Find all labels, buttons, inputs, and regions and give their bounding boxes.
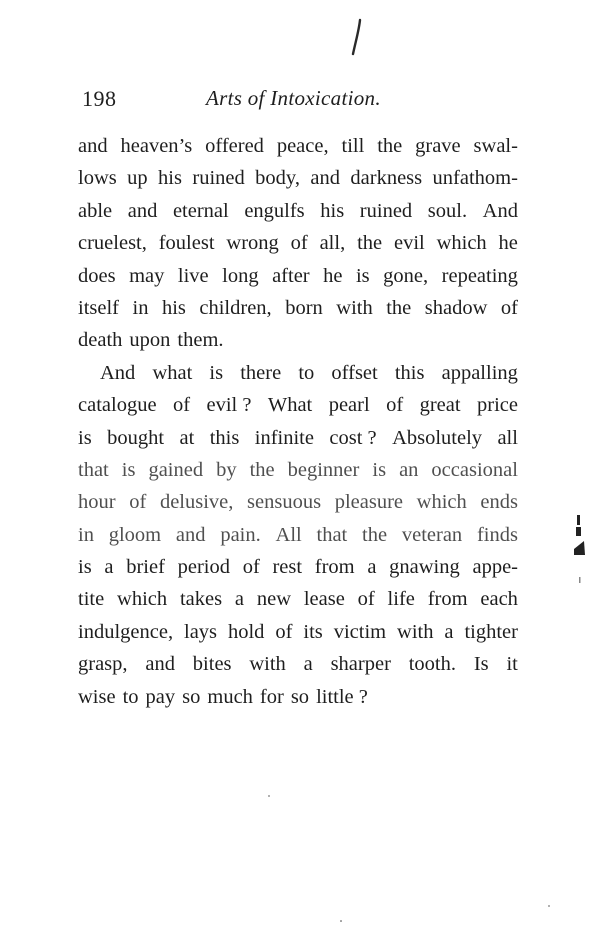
word: heaven’s	[120, 135, 193, 157]
word: cost ?	[329, 426, 377, 449]
text-line	[78, 454, 518, 486]
word: so	[182, 685, 201, 708]
word: with	[397, 620, 434, 643]
word: is	[209, 361, 224, 384]
bleed-through-icon	[572, 515, 588, 625]
word: this	[209, 426, 240, 449]
word: grave	[415, 135, 461, 157]
word: it	[506, 653, 518, 676]
word: of	[500, 296, 518, 319]
text-line	[78, 519, 518, 551]
paper-speck	[268, 795, 270, 797]
text-line	[78, 357, 518, 389]
word: a	[303, 653, 313, 676]
word: hold	[227, 620, 265, 643]
word: takes	[179, 588, 223, 611]
word: an	[399, 458, 419, 481]
word: Absolutely	[392, 426, 483, 449]
word: tite	[78, 588, 105, 611]
page-number: 198	[82, 86, 117, 111]
word: his	[158, 167, 182, 190]
word: is	[78, 556, 92, 579]
word: that	[78, 458, 109, 481]
pencil-mark-icon	[350, 18, 364, 56]
word: of	[275, 620, 293, 643]
word: the	[377, 135, 403, 157]
word: his	[161, 296, 186, 319]
word: is	[78, 426, 92, 449]
word: does	[78, 264, 116, 287]
word: by	[216, 458, 237, 481]
body-text	[78, 130, 518, 713]
word: of	[129, 491, 147, 514]
word: of	[290, 232, 308, 255]
word: occasional	[431, 458, 518, 481]
word: of	[242, 556, 260, 579]
word: lays	[184, 620, 218, 643]
text-line	[78, 292, 518, 324]
word: offset	[331, 361, 378, 384]
word: peace,	[276, 135, 329, 157]
word: sharper	[330, 653, 391, 676]
word: soul.	[427, 199, 468, 222]
word: infinite	[254, 426, 314, 449]
word: which	[416, 491, 467, 514]
word: All	[275, 523, 302, 546]
word: And	[100, 361, 136, 384]
word: able	[78, 199, 113, 222]
word: born	[285, 296, 323, 319]
word: wise	[78, 685, 116, 708]
text-line	[78, 162, 518, 194]
word: And	[482, 199, 518, 222]
word: he	[323, 264, 343, 287]
word: and	[78, 135, 108, 157]
bleed-through-marks	[572, 515, 588, 625]
word: which	[117, 588, 168, 611]
word: Is	[473, 653, 489, 676]
text-line	[78, 648, 518, 680]
word: pain.	[220, 523, 261, 546]
word: the	[249, 458, 275, 481]
word: beginner	[287, 458, 360, 481]
word: finds	[476, 523, 518, 546]
text-line	[78, 616, 518, 648]
word: hour	[78, 491, 116, 514]
word: children,	[199, 296, 272, 319]
word: for	[259, 685, 284, 708]
word: there	[240, 361, 282, 384]
word: in	[132, 296, 149, 319]
word: from	[427, 588, 468, 611]
word: death	[78, 329, 123, 352]
word: delusive,	[159, 491, 234, 514]
word: each	[480, 588, 518, 611]
word: a	[234, 588, 245, 611]
text-line	[78, 583, 518, 615]
word: the	[362, 523, 388, 546]
text-line	[78, 324, 518, 356]
word: evil ?	[206, 394, 252, 417]
word: wrong	[226, 232, 279, 255]
word: with	[336, 296, 373, 319]
word: rest	[272, 556, 303, 579]
word: all	[497, 426, 518, 449]
word: he	[498, 232, 518, 255]
word: shadow	[424, 296, 488, 319]
word: up	[127, 167, 148, 190]
word: all,	[319, 232, 346, 255]
word: pearl	[328, 394, 370, 417]
word: is	[355, 264, 370, 287]
text-line	[78, 130, 518, 162]
text-line	[78, 227, 518, 259]
word: them.	[177, 329, 224, 352]
text-line	[78, 486, 518, 518]
word: great	[419, 394, 461, 417]
word: pleasure	[334, 491, 404, 514]
word: and	[127, 199, 158, 222]
paper-speck	[548, 905, 550, 907]
word: ruined	[359, 199, 413, 222]
word: to	[122, 685, 139, 708]
word: tighter	[464, 620, 518, 643]
word: itself	[78, 296, 119, 319]
word: in	[78, 523, 94, 546]
word: a	[444, 620, 454, 643]
text-line	[78, 260, 518, 292]
word: repeating	[441, 264, 518, 287]
word: and	[175, 523, 206, 546]
word: What	[267, 394, 313, 417]
word: its	[303, 620, 323, 643]
word: long	[222, 264, 259, 287]
word: period	[177, 556, 230, 579]
paper-speck	[340, 920, 342, 922]
word: gnawing	[389, 556, 460, 579]
word: from	[314, 556, 355, 579]
word: his	[320, 199, 345, 222]
word: the	[386, 296, 412, 319]
word: appalling	[441, 361, 518, 384]
word: this	[394, 361, 425, 384]
word: gone,	[383, 264, 429, 287]
word: engulfs	[244, 199, 305, 222]
word: is	[121, 458, 136, 481]
word: to	[298, 361, 315, 384]
word: with	[249, 653, 286, 676]
word: and	[145, 653, 175, 676]
word: of	[386, 394, 404, 417]
word: life	[387, 588, 415, 611]
word: veteran	[401, 523, 463, 546]
text-line	[78, 551, 518, 583]
word: tooth.	[408, 653, 457, 676]
word: cruelest,	[78, 232, 147, 255]
word: offered	[205, 135, 264, 157]
word: which	[436, 232, 487, 255]
word: and	[310, 167, 340, 190]
word: at	[179, 426, 195, 449]
word: unfathom-	[432, 167, 518, 190]
word: sensuous	[247, 491, 322, 514]
word: after	[272, 264, 310, 287]
text-line	[78, 389, 518, 421]
word: that	[316, 523, 348, 546]
word: evil	[393, 232, 425, 255]
word: what	[152, 361, 193, 384]
word: body,	[255, 167, 300, 190]
text-line	[78, 681, 518, 713]
word: darkness	[350, 167, 423, 190]
word: gloom	[108, 523, 162, 546]
word: swal-	[473, 135, 518, 157]
word: grasp,	[78, 653, 128, 676]
word: pay	[145, 685, 176, 708]
word: may	[129, 264, 165, 287]
word: of	[172, 394, 191, 417]
word: price	[477, 394, 518, 417]
word: a	[367, 556, 377, 579]
text-line	[78, 422, 518, 454]
text-line	[78, 195, 518, 227]
running-title: Arts of Intoxication.	[206, 86, 381, 110]
word: of	[357, 588, 375, 611]
word: bites	[192, 653, 232, 676]
word: foulest	[158, 232, 215, 255]
word: indulgence,	[78, 620, 174, 643]
word: till	[341, 135, 365, 157]
word: lease	[303, 588, 345, 611]
word: a	[104, 556, 114, 579]
word: bought	[107, 426, 165, 449]
word: lows	[78, 167, 117, 190]
word: live	[177, 264, 209, 287]
word: so	[290, 685, 310, 708]
word: victim	[333, 620, 387, 643]
running-header	[82, 86, 522, 116]
word: new	[256, 588, 291, 611]
word: little ?	[316, 685, 368, 708]
word: upon	[129, 329, 171, 352]
word: appe-	[472, 556, 518, 579]
word: catalogue	[78, 394, 157, 417]
word: brief	[126, 556, 165, 579]
word: the	[357, 232, 383, 255]
word: is	[372, 458, 387, 481]
word: ends	[480, 491, 518, 514]
word: ruined	[192, 167, 245, 190]
word: gained	[148, 458, 204, 481]
word: much	[207, 685, 253, 708]
word: eternal	[172, 199, 229, 222]
